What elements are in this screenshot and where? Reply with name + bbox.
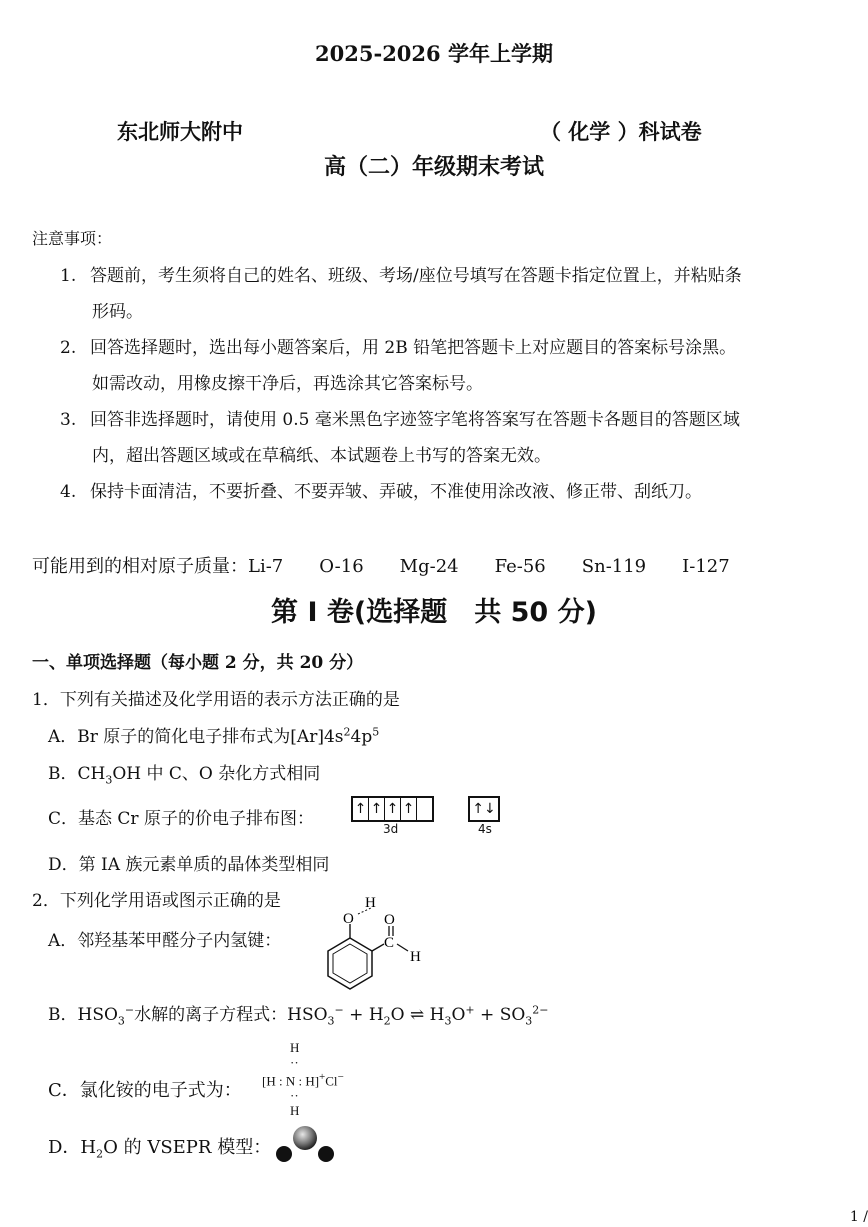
benzene-inner-ring-icon [333,944,367,983]
school-name: 东北师大附中 [117,119,243,144]
question-2-stem: 2．下列化学用语或图示正确的是 [32,891,281,911]
orbital-cell: ↑ [401,798,417,820]
orbital-cell: ↑ [369,798,385,820]
atom-label: O [343,911,354,927]
orbital-3d-diagram [351,796,434,822]
mass-item: Li-7 [248,556,284,577]
atom-label: H [410,949,421,965]
ammonium-chloride-electron-formula: H ·· [H : N : H]+Cl− ·· H [262,1040,344,1119]
grade-title: 高（二）年级期末考试 [323,154,544,180]
question-1-option-b: B．$CH_3OH$ 中 C、O 杂化方式相同 [48,764,321,787]
mass-item: Sn-119 [581,556,647,577]
question-1-option-c: C．基态 Cr 原子的价电子排布图： [48,809,314,829]
hydrogen-atom-icon [318,1146,334,1162]
atom-label: H [365,895,376,911]
orbital-label-4s: 4s [478,822,492,836]
mass-item: Fe-56 [494,556,546,577]
vsepr-model-diagram [272,1124,338,1166]
question-1-option-d: D．第 IA 族元素单质的晶体类型相同 [48,855,330,875]
question-2-option-c: C．氯化铵的电子式为： [48,1080,242,1101]
exam-year-title: 2025-2026 学年上学期 [315,41,553,66]
salicylaldehyde-structure-diagram [320,894,430,994]
notes-heading: 注意事项： [32,229,113,248]
oxygen-atom-icon [293,1126,317,1150]
question-1-option-a: A．Br 原子的简化电子排布式为$[Ar]4s^24p^5$ [48,725,380,747]
orbital-cell [417,798,432,820]
atomic-masses: 可能用到的相对原子质量：Li-7 O-16 Mg-24 Fe-56 Sn-119 I-127 [32,556,730,577]
question-2-option-d: D．$H_2O$ 的 VSEPR 模型： [48,1137,272,1161]
bond-line [372,944,384,951]
atom-label: C [384,935,395,951]
orbital-cell: ↑ [353,798,369,820]
note-item: 4. 保持卡面清洁，不要折叠、不要弄皱、弄破，不准使用涂改液、修正带、刮纸刀。 [60,482,702,502]
part-heading: 一、单项选择题（每小题 2 分，共 20 分） [32,653,364,673]
note-item: 2. 回答选择题时，选出每小题答案后，用 2B 铅笔把答题卡上对应题目的答案标号涂黑。 如需改动，用橡皮擦干净后，再选涂其它答案标号。 [60,338,737,394]
note-item: 1. 答题前，考生须将自己的姓名、班级、考场/座位号填写在答题卡指定位置上，并粘贴条 形码。 [60,266,742,322]
section-title: 第 I 卷(选择题 共 50 分) [271,597,597,628]
question-1-stem: 1．下列有关描述及化学用语的表示方法正确的是 [32,690,400,710]
orbital-4s-diagram [468,796,500,822]
orbital-cell: ↑↓ [472,801,496,817]
bond-line [397,944,408,951]
orbital-cell: ↑ [385,798,401,820]
mass-item: O-16 [319,556,364,577]
mass-item: Mg-24 [399,556,459,577]
question-2-option-a: A．邻羟基苯甲醛分子内氢键： [48,931,282,951]
hydrogen-atom-icon [276,1146,292,1162]
orbital-label-3d: 3d [383,822,399,836]
atom-label: O [384,912,395,928]
note-item: 3. 回答非选择题时，请使用 0.5 毫米黑色字迹签字笔将答案写在答题卡各题目的答题区域 内，超出答题区域或在草稿纸、本试题卷上书写的答案无效。 [60,410,740,466]
subject-title: （ 化学 ）科试卷 [540,119,702,144]
mass-item: I-127 [682,556,730,577]
benzene-ring-icon [328,938,372,989]
question-2-option-b: B．$HSO_3^-$水解的离子方程式：$HSO_3^- + H_2O$ ⇌ $H_3O^+ + SO_3^{2-}$ [48,1003,549,1028]
page-number: 1 / [849,1209,868,1225]
